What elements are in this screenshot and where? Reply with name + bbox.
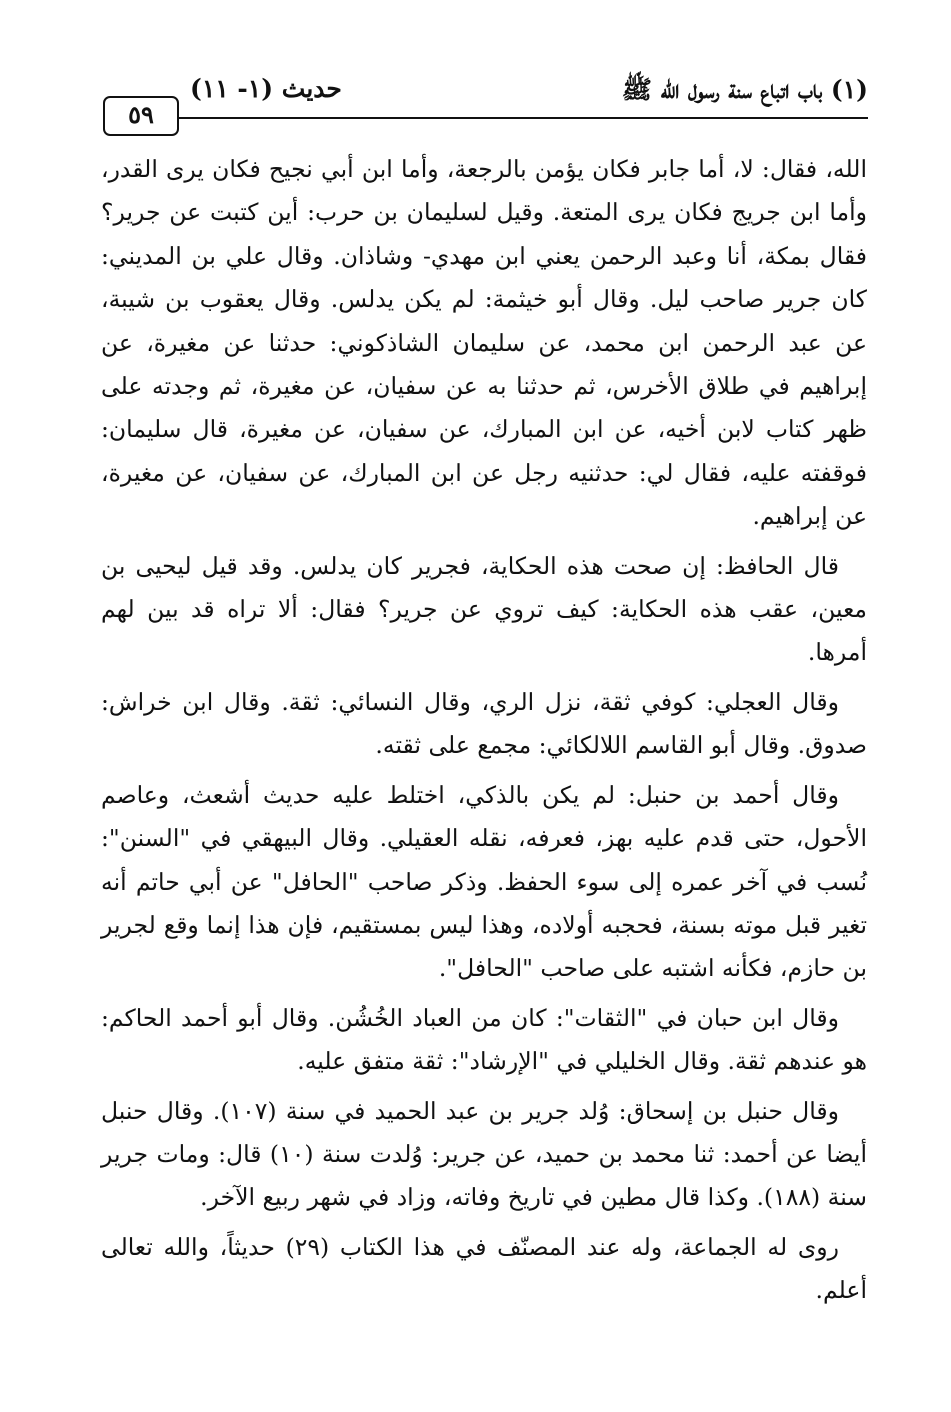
page-body [101, 148, 867, 1319]
hadith-range: حديث (١- ١١) [190, 74, 342, 103]
paragraph-2: قال الحافظ: إن صحت هذه الحكاية، فجرير كان يدلس. وقد قيل ليحيى بن معين، عقب هذه الحكاية: كيف تروي عن جرير؟ فقال: ألا تراه قد بين لهم أمرها. [101, 551, 867, 667]
paragraph-6: وقال حنبل بن إسحاق: وُلد جرير بن عبد الحميد في سنة (١٠٧). وقال حنبل أيضا عن أحمد: ثنا محمد بن حميد، عن جرير: وُلدت سنة (١٠) قال: ومات جرير سنة (١٨٨). وكذا قال مطين في تاريخ وفاته، وزاد في شهر ربيع الآخر. [101, 1096, 868, 1212]
chapter-title: (١) باب اتباع سنة رسول الله ﷺ [621, 75, 868, 104]
paragraph-1: الله، فقال: لا، أما جابر فكان يؤمن بالرجعة، وأما ابن أبي نجيح فكان يرى القدر، وأما ابن جريج فكان يرى المتعة. وقيل لسليمان بن حرب: أين كتبت عن جرير؟ فقال بمكة، أنا وعبد الرحمن يعني ابن مهدي- وشاذان. وقال علي بن المديني: كان جرير صاحب ليل. وقال أبو خيثمة: لم يكن يدلس. وقال يعقوب بن شيبة، عن عبد الرحمن ابن محمد، عن سليمان الشاذكوني: حدثنا عن مغيرة، عن إبراهيم في طلاق الأخرس، ثم حدثنا به عن سفيان، عن مغيرة، ثم وجدته على ظهر كتاب لابن أخيه، عن ابن المبارك، عن سفيان، عن مغيرة، قال سليمان: فوقفته عليه، فقال لي: حدثنيه رجل عن ابن المبارك، عن سفيان، عن مغيرة، عن إبراهيم. [101, 155, 867, 531]
header-rule [178, 117, 868, 119]
running-header [98, 66, 868, 130]
paragraph-7: روى له الجماعة، وله عند المصنّف في هذا الكتاب (٢٩) حديثاً، والله تعالى أعلم. [101, 1232, 867, 1305]
paragraph-3: وقال العجلي: كوفي ثقة، نزل الري، وقال النسائي: ثقة. وقال ابن خراش: صدوق. وقال أبو القاسم اللالكائي: مجمع على ثقته. [101, 687, 867, 760]
paragraph-4: وقال أحمد بن حنبل: لم يكن بالذكي، اختلط عليه حديث أشعث، وعاصم الأحول، حتى قدم عليه بهز، فعرفه، نقله العقيلي. وقال البيهقي في "السنن": نُسب في آخر عمره إلى سوء الحفظ. وذكر صاحب "الحافل" عن أبي حاتم أنه تغير قبل موته بسنة، فحجبه أولاده، وهذا ليس بمستقيم، فإن هذا إنما وقع لجرير بن حازم، فكأنه اشتبه على صاحب "الحافل". [101, 780, 867, 983]
page-number: ٥٩ [103, 96, 179, 136]
paragraph-5: وقال ابن حبان في "الثقات": كان من العباد الخُشُن. وقال أبو أحمد الحاكم: هو عندهم ثقة. وقال الخليلي في "الإرشاد": ثقة متفق عليه. [101, 1003, 867, 1076]
